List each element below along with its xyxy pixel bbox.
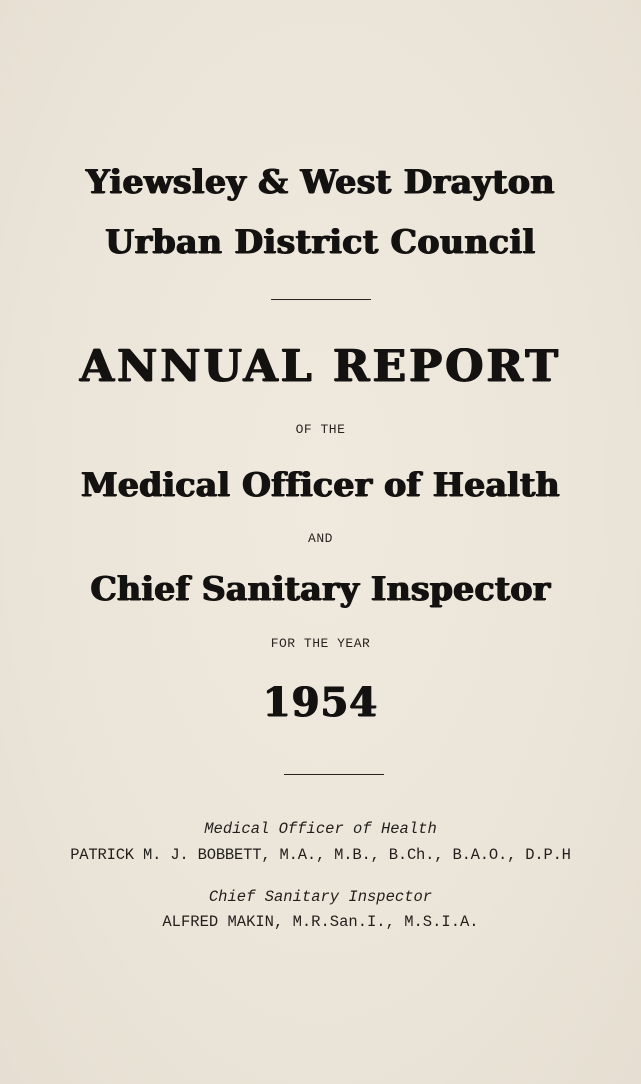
sanitary-inspector-label: Chief Sanitary Inspector	[208, 888, 433, 906]
council-name-line1: Yiewsley & West Drayton	[86, 162, 555, 201]
council-name-line2: Urban District Council	[105, 222, 536, 261]
bleed-through-texture	[0, 88, 641, 128]
divider-rule	[271, 299, 371, 300]
for-the-year-text: FOR THE YEAR	[270, 636, 371, 651]
medical-officer-label: Medical Officer of Health	[204, 820, 437, 838]
and-text: AND	[308, 531, 333, 546]
report-year: 1954	[262, 679, 379, 726]
medical-officer-name: PATRICK M. J. BOBBETT, M.A., M.B., B.Ch., B.A.O., D.P.H	[70, 846, 571, 864]
medical-officer-title: Medical Officer of Health	[81, 465, 560, 504]
sanitary-inspector-title: Chief Sanitary Inspector	[90, 569, 551, 608]
of-the-text: OF THE	[295, 422, 346, 437]
sanitary-inspector-name: ALFRED MAKIN, M.R.San.I., M.S.I.A.	[162, 913, 479, 931]
report-title: ANNUAL REPORT	[79, 341, 562, 392]
divider-rule	[284, 774, 384, 775]
